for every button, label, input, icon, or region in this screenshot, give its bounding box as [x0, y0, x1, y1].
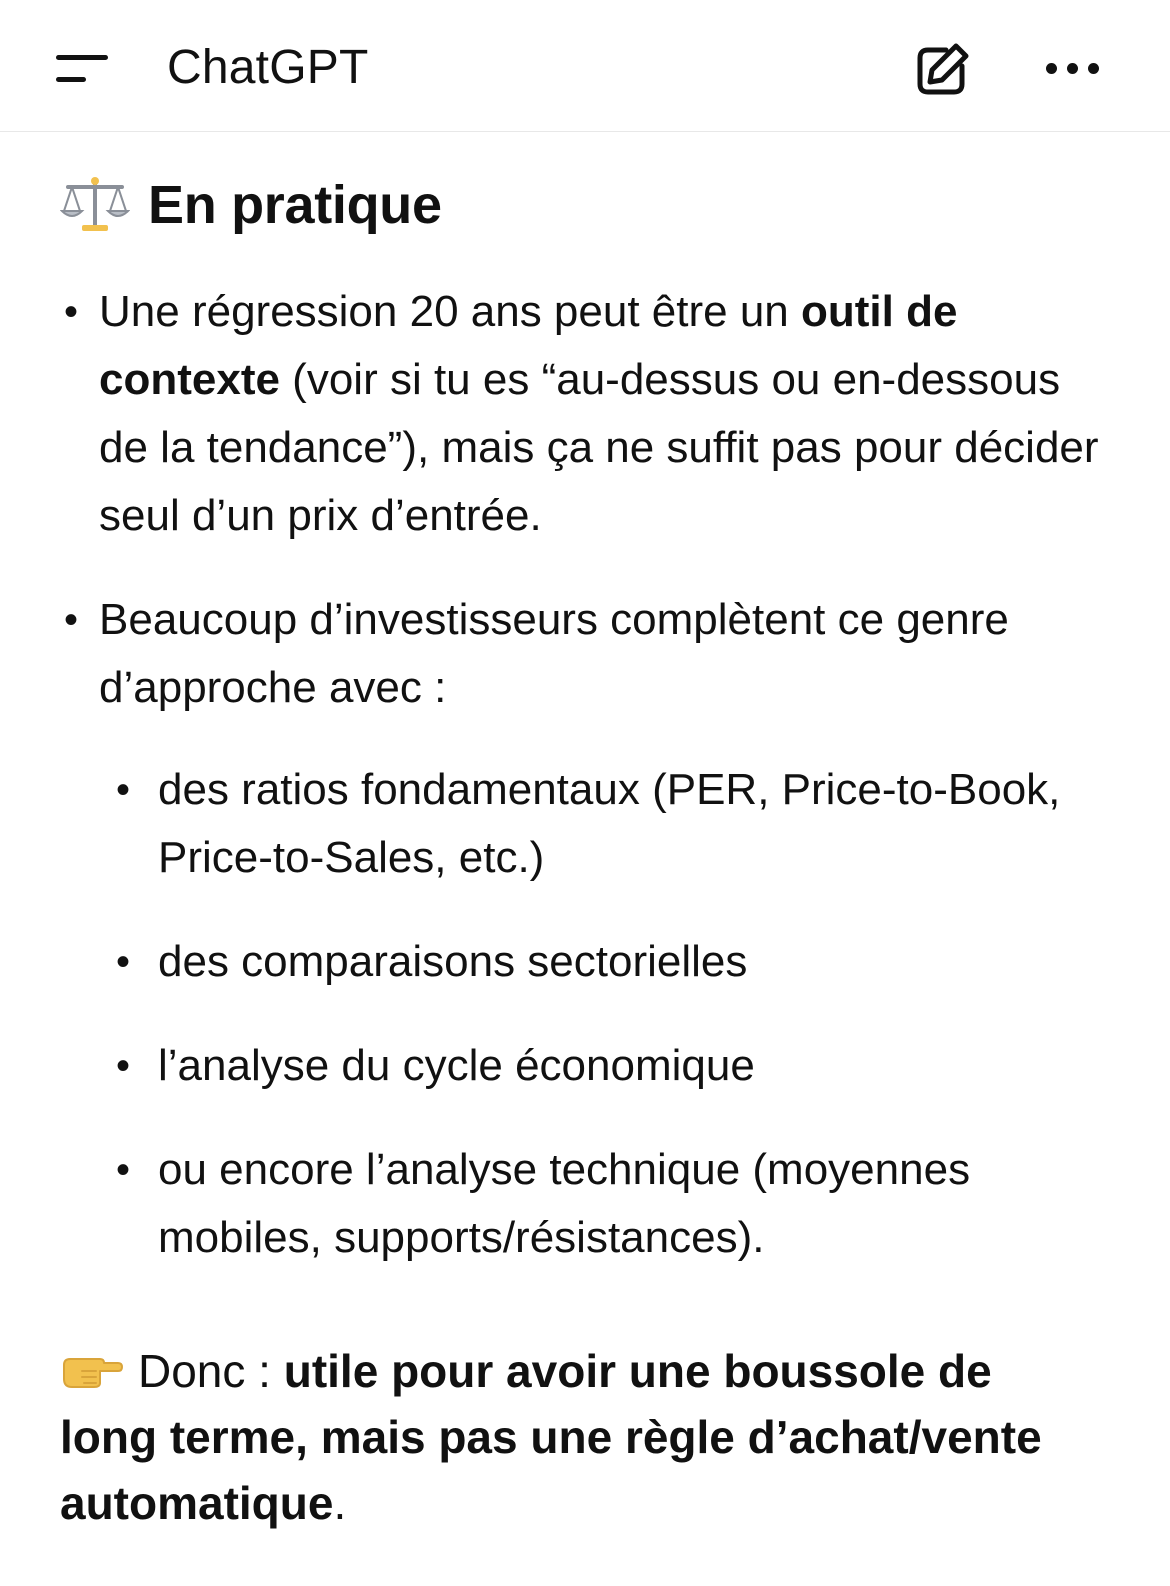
conclusion-bold: utile pour avoir une boussole de long terme, mais pas une règle d’achat/vente automatique [60, 1345, 1042, 1529]
app-title: ChatGPT [167, 41, 369, 94]
sub-bullet-text: des comparaisons sectorielles [158, 937, 748, 986]
sub-bullet-marker: • [116, 1044, 131, 1088]
balance-scale-icon [60, 173, 130, 237]
sub-bullet-text: ou encore l’analyse technique (moyennes mobiles, supports/résistances). [158, 1145, 971, 1262]
sub-bullet-marker: • [116, 1148, 131, 1192]
section-title: En pratique [148, 175, 442, 235]
more-options-button[interactable] [1038, 50, 1108, 90]
more-horizontal-icon-dot [1067, 63, 1078, 74]
compose-icon [908, 38, 974, 104]
sub-bullet-text: l’analyse du cycle économique [158, 1041, 755, 1090]
menu-icon [56, 55, 108, 60]
section-heading [60, 170, 442, 240]
new-chat-button[interactable] [908, 38, 974, 104]
conclusion-text [60, 1338, 1100, 1536]
bullet-marker: • [64, 598, 79, 642]
conclusion-suffix: . [333, 1477, 347, 1529]
bullet-text: Beaucoup d’investisseurs complètent ce genre d’approche avec : [99, 595, 1009, 712]
bullet-bold-text: outil de contexte [99, 287, 958, 404]
menu-icon-short-line [56, 77, 86, 82]
more-horizontal-icon-dot [1088, 63, 1099, 74]
bullet-text-part: Une régression 20 ans peut être un [99, 287, 802, 336]
sub-bullet-marker: • [116, 768, 131, 812]
top-app-bar [0, 0, 1170, 132]
bullet-text [99, 278, 1099, 550]
menu-button[interactable] [52, 44, 112, 92]
sub-bullet-text: des ratios fondamentaux (PER, Price-to-Book, Price-to-Sales, etc.) [158, 765, 1061, 882]
conclusion-prefix: Donc : [138, 1345, 284, 1397]
bullet-text-part: (voir si tu es “au-dessus ou en-dessous de la tendance”), mais ça ne suffit pas pour décider seul d’un prix d’entrée. [99, 355, 1099, 540]
bullet-marker: • [64, 290, 79, 334]
pointing-right-hand-icon [60, 1351, 124, 1391]
sub-bullet-marker: • [116, 940, 131, 984]
more-horizontal-icon [1046, 63, 1057, 74]
